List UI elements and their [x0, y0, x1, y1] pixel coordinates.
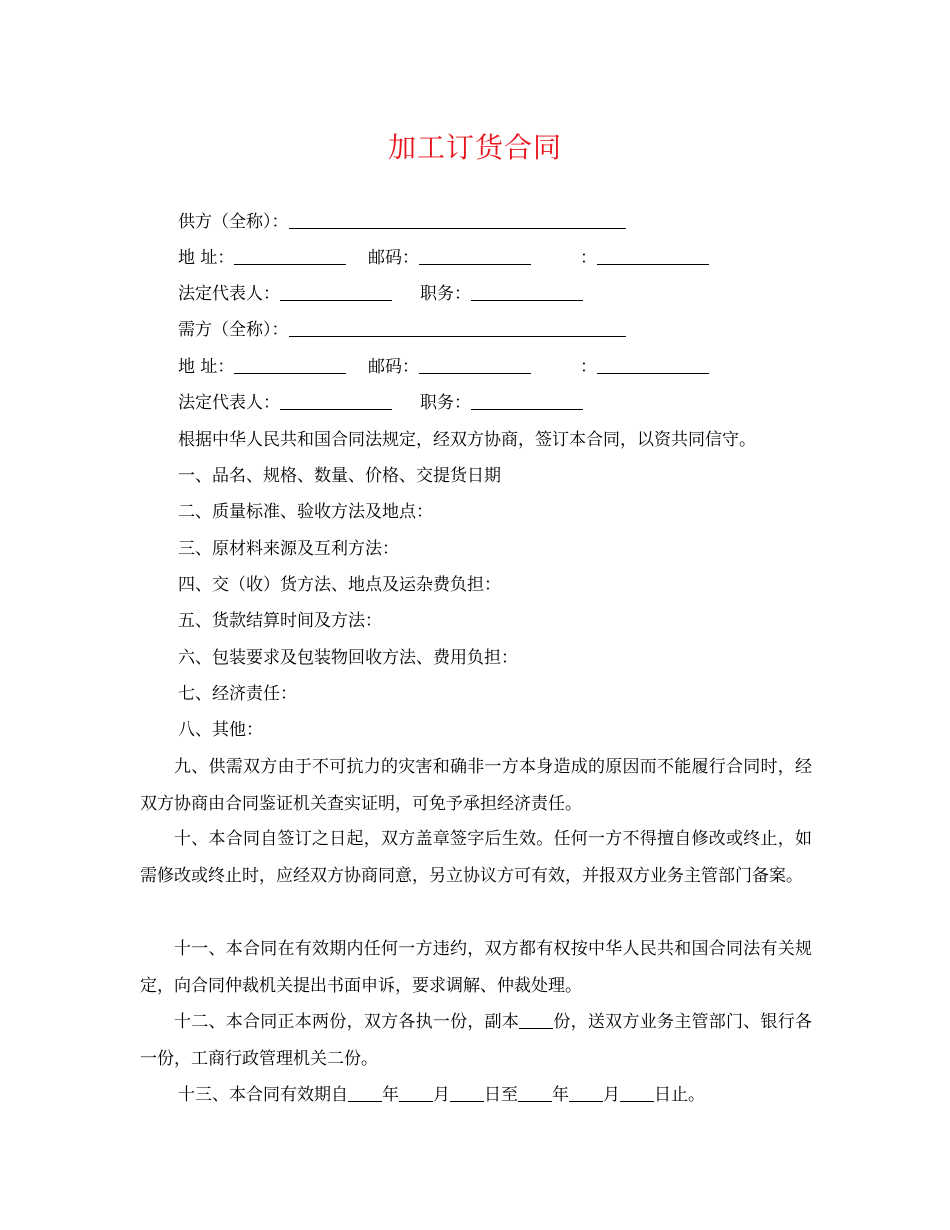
clause-11: 十一、本合同在有效期内任何一方违约，双方都有权按中华人民共和国合同法有关规定，向合同仲裁机关提出书面申诉，要求调解、仲裁处理。 [140, 939, 812, 996]
clause-12-part2: 份，送双方业务主管部门、银行各一份，工商行政管理机关二份。 [140, 1012, 813, 1069]
clause-13-year1: 年 [382, 1085, 399, 1105]
supplier-rep-blank [280, 282, 392, 301]
buyer-phone-blank [597, 355, 709, 374]
supplier-rep-field [178, 282, 392, 306]
supplier-address-label: 地 址： [178, 248, 235, 268]
supplier-postcode-field [368, 246, 531, 270]
supplier-postcode-blank [419, 246, 531, 265]
buyer-address-field [178, 355, 346, 379]
supplier-phone-blank [597, 246, 709, 265]
buyer-name-row [178, 318, 626, 342]
clause-1: 一、品名、规格、数量、价格、交提货日期 [178, 466, 501, 486]
buyer-address-blank [234, 355, 346, 374]
clause-4: 四、交（收）货方法、地点及运杂费负担： [178, 575, 501, 595]
copies-blank [519, 1010, 553, 1029]
buyer-postcode-field [368, 355, 531, 379]
intro-text: 根据中华人民共和国合同法规定，经双方协商，签订本合同，以资共同信守。 [178, 430, 756, 450]
buyer-address-label: 地 址： [178, 357, 235, 377]
start-month-blank [399, 1083, 433, 1102]
page-title: 加工订货合同 [387, 131, 562, 164]
start-day-blank [450, 1083, 484, 1102]
supplier-name-blank [289, 210, 626, 229]
clause-12 [140, 1004, 812, 1077]
clause-13-day-to: 日至 [484, 1085, 518, 1105]
buyer-name-blank [289, 318, 626, 337]
end-month-blank [569, 1083, 603, 1102]
supplier-phone-field [580, 246, 709, 270]
buyer-rep-field [178, 391, 392, 415]
supplier-position-field [420, 282, 583, 306]
start-year-blank [348, 1083, 382, 1102]
supplier-address-field [178, 246, 346, 270]
buyer-postcode-label: 邮码： [368, 357, 419, 377]
clause-5: 五、货款结算时间及方法： [178, 611, 382, 631]
clause-9: 九、供需双方由于不可抗力的灾害和确非一方本身造成的原因而不能履行合同时，经双方协商由合同鉴证机关查实证明，可免予承担经济责任。 [140, 757, 812, 814]
clause-3: 三、原材料来源及互利方法： [178, 539, 399, 559]
clause-13 [178, 1083, 705, 1107]
clause-12-part1: 十二、本合同正本两份，双方各执一份，副本 [174, 1012, 520, 1032]
supplier-address-blank [234, 246, 346, 265]
end-day-blank [620, 1083, 654, 1102]
supplier-phone-label: ： [580, 248, 597, 268]
buyer-rep-blank [280, 391, 392, 410]
clause-13-year2: 年 [552, 1085, 569, 1105]
clause-13-prefix: 十三、本合同有效期自 [178, 1085, 348, 1105]
supplier-name-row [178, 210, 626, 234]
supplier-position-blank [471, 282, 583, 301]
buyer-position-blank [471, 391, 583, 410]
supplier-postcode-label: 邮码： [368, 248, 419, 268]
clause-13-day-end: 日止。 [654, 1085, 705, 1105]
clause-10: 十、本合同自签订之日起，双方盖章签字后生效。任何一方不得擅自修改或终止，如需修改或终止时，应经双方协商同意，另立协议方可有效，并报双方业务主管部门备案。 [140, 829, 812, 886]
supplier-rep-label: 法定代表人： [178, 284, 280, 304]
buyer-name-label: 需方（全称）： [178, 320, 289, 340]
clause-8: 八、其他： [178, 720, 263, 740]
buyer-postcode-blank [419, 355, 531, 374]
buyer-phone-label: ： [580, 357, 597, 377]
clause-2: 二、质量标准、验收方法及地点： [178, 502, 433, 522]
clause-6: 六、包装要求及包装物回收方法、费用负担： [178, 648, 518, 668]
buyer-position-field [420, 391, 583, 415]
clause-13-month2: 月 [603, 1085, 620, 1105]
buyer-phone-field [580, 355, 709, 379]
clause-13-month1: 月 [433, 1085, 450, 1105]
buyer-position-label: 职务： [420, 393, 471, 413]
buyer-rep-label: 法定代表人： [178, 393, 280, 413]
end-year-blank [518, 1083, 552, 1102]
clause-7: 七、经济责任： [178, 684, 297, 704]
supplier-name-label: 供方（全称）： [178, 212, 289, 232]
supplier-position-label: 职务： [420, 284, 471, 304]
